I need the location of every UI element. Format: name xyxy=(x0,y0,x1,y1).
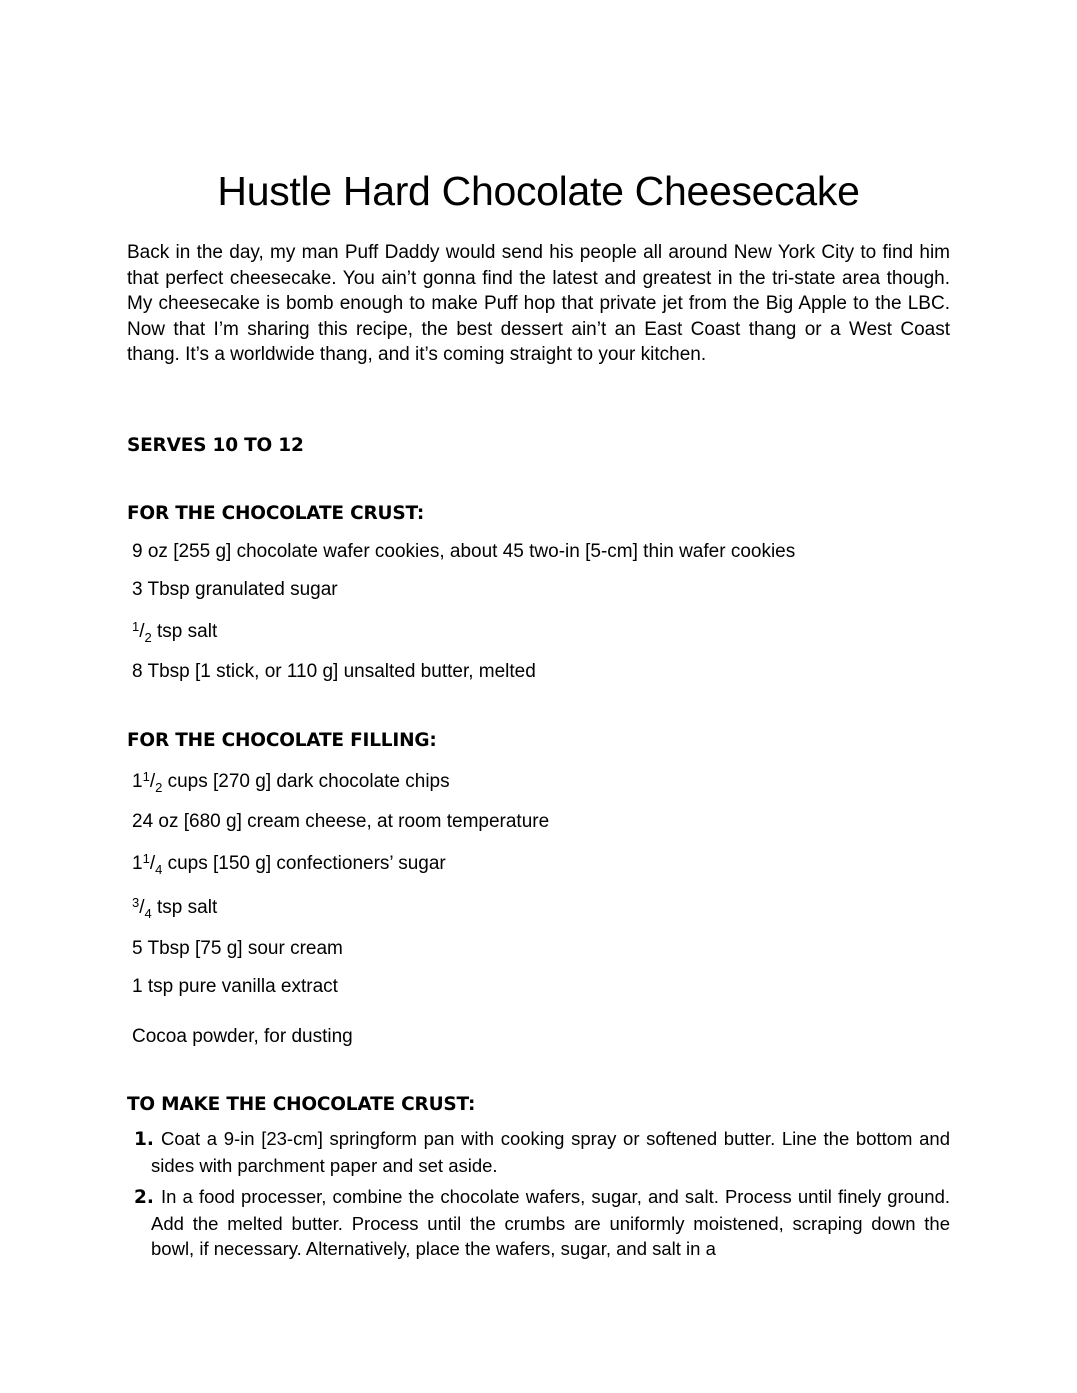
ingredient-item xyxy=(132,769,952,795)
recipe-title: Hustle Hard Chocolate Cheesecake xyxy=(217,168,860,214)
ingredient-text: 1 tsp pure vanilla extract xyxy=(132,976,338,997)
ingredient-item xyxy=(132,577,952,603)
filling-heading: FOR THE CHOCOLATE FILLING: xyxy=(127,730,437,751)
fraction: $1^1/_4$ xyxy=(132,851,163,877)
ingredient-item xyxy=(132,809,952,835)
ingredient-item xyxy=(132,1024,952,1050)
ingredient-item xyxy=(132,539,952,565)
ingredient-text: tsp salt xyxy=(151,621,218,642)
ingredient-item xyxy=(132,974,952,1000)
ingredient-text: 3 Tbsp granulated sugar xyxy=(132,579,338,600)
serves-label: SERVES 10 TO 12 xyxy=(127,435,304,456)
ingredient-text: Cocoa powder, for dusting xyxy=(132,1026,353,1047)
method-step xyxy=(134,1184,950,1262)
method-heading: TO MAKE THE CHOCOLATE CRUST: xyxy=(127,1094,476,1115)
fraction: $^3/_4$ xyxy=(132,895,152,921)
ingredient-text: 9 oz [255 g] chocolate wafer cookies, about 45 two-in [5-cm] thin wafer cookies xyxy=(132,541,796,562)
intro-paragraph: Back in the day, my man Puff Daddy would send his people all around New York City to find him that perfect cheesecake. You ain’t gonna find the latest and greatest in the tri-state area though. My cheesecake is bomb enough to make Puff hop that private jet from the Big Apple to the LBC. Now that I’m sharing this recipe, the best dessert ain’t an East Coast thang or a West Coast thang. It’s a worldwide thang, and it’s coming straight to your kitchen. xyxy=(127,242,950,365)
ingredient-text: 8 Tbsp [1 stick, or 110 g] unsalted butter, melted xyxy=(132,661,536,682)
fraction: $^1/_2$ xyxy=(132,619,152,645)
ingredient-item xyxy=(132,895,952,921)
crust-heading: FOR THE CHOCOLATE CRUST: xyxy=(127,503,425,524)
method-step xyxy=(134,1126,950,1178)
ingredient-text: tsp salt xyxy=(151,897,218,918)
ingredient-text: 24 oz [680 g] cream cheese, at room temperature xyxy=(132,811,550,832)
step-text: Coat a 9-in [23-cm] springform pan with cooking spray or softened butter. Line the bottom and sides with parchment paper and set aside. xyxy=(151,1128,950,1176)
step-text: In a food processer, combine the chocolate wafers, sugar, and salt. Process until finely ground. Add the melted butter. Process until the crumbs are uniformly moistened, scraping down the bowl, if necessary. Alternatively, place the wafers, sugar, and salt in a xyxy=(151,1186,950,1259)
ingredient-item xyxy=(132,936,952,962)
ingredient-text: cups [270 g] dark chocolate chips xyxy=(162,771,450,792)
ingredient-item xyxy=(132,619,952,645)
ingredient-item xyxy=(132,851,952,877)
ingredient-text: cups [150 g] confectioners’ sugar xyxy=(162,853,446,874)
ingredient-item xyxy=(132,659,952,685)
step-number: 1. xyxy=(134,1129,154,1150)
step-number: 2. xyxy=(134,1187,154,1208)
ingredient-text: 5 Tbsp [75 g] sour cream xyxy=(132,938,343,959)
fraction: $1^1/_2$ xyxy=(132,769,163,795)
